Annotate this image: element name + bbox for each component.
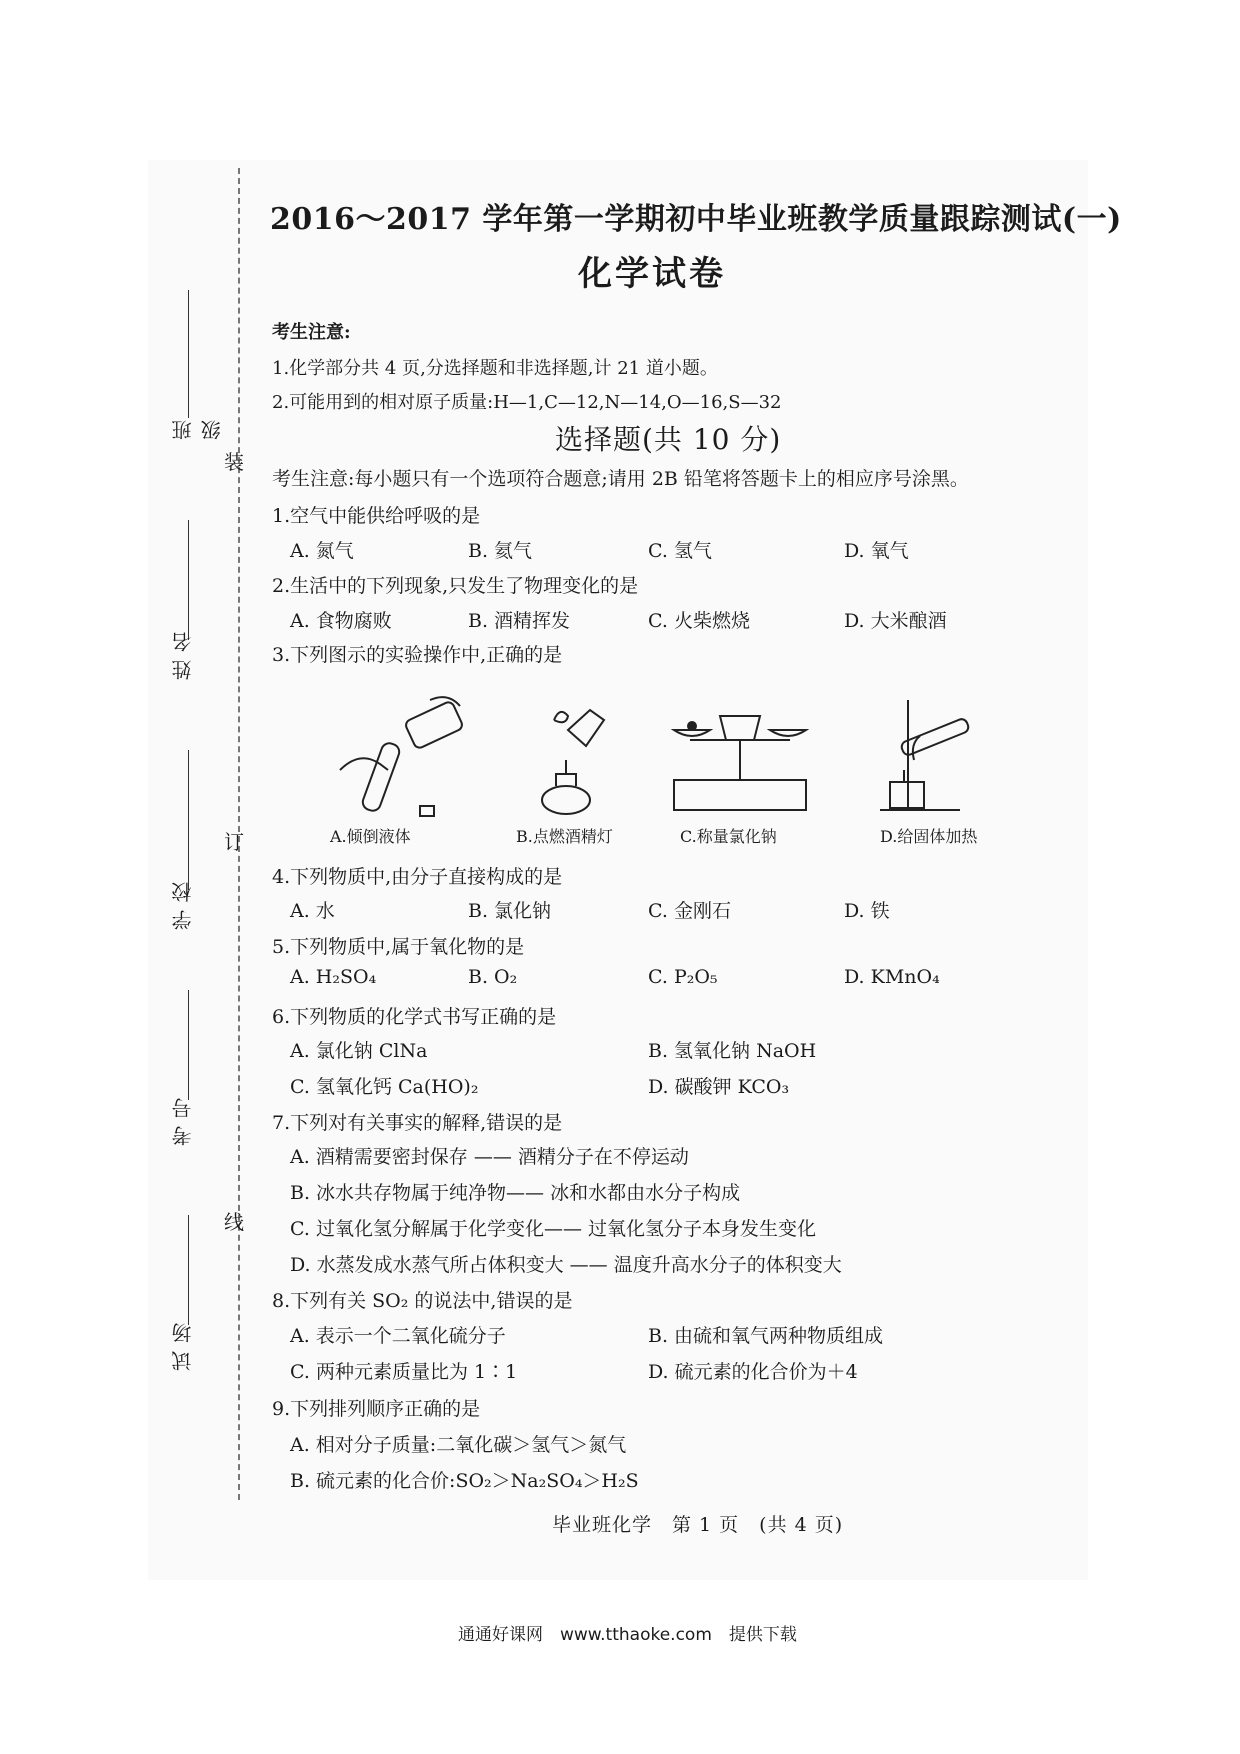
field-label-class: 班级 (171, 412, 224, 440)
field-line (188, 1215, 189, 1325)
option-a: A. 表示一个二氧化硫分子 (290, 1325, 506, 1347)
binding-char-ding: 订 (224, 830, 244, 854)
question-stem: 1.空气中能供给呼吸的是 (272, 505, 481, 527)
option-b: B. 硫元素的化合价:SO₂＞Na₂SO₄＞H₂S (290, 1470, 639, 1492)
option-b: B. 氦气 (468, 540, 533, 562)
figure-caption-b: B.点燃酒精灯 (516, 827, 613, 846)
question-stem: 9.下列排列顺序正确的是 (272, 1398, 481, 1420)
section-note: 考生注意:每小题只有一个选项符合题意;请用 2B 铅笔将答题卡上的相应序号涂黑。 (272, 468, 969, 490)
option-b: B. 冰水共存物属于纯净物—— 冰和水都由水分子构成 (290, 1182, 741, 1204)
option-b: B. 氢氧化钠 NaOH (648, 1040, 817, 1062)
question-stem: 3.下列图示的实验操作中,正确的是 (272, 644, 563, 666)
question-stem: 7.下列对有关事实的解释,错误的是 (272, 1112, 563, 1134)
option-a: A. 酒精需要密封保存 —— 酒精分子在不停运动 (290, 1146, 689, 1168)
notes-heading: 考生注意: (272, 322, 351, 343)
option-d: D. 大米酿酒 (844, 610, 947, 632)
side-field-class (160, 290, 224, 440)
binding-char-xian: 线 (224, 1210, 244, 1234)
field-line (188, 990, 189, 1100)
option-c: C. 两种元素质量比为 1∶1 (290, 1361, 518, 1383)
option-c: C. 过氧化氢分解属于化学变化—— 过氧化氢分子本身发生变化 (290, 1218, 816, 1240)
page-footer: 毕业班化学 第 1 页 (共 4 页) (552, 1514, 844, 1536)
download-notice: 通通好课网 www.tthaoke.com 提供下载 (458, 1625, 797, 1645)
option-b: B. 氯化钠 (468, 900, 552, 922)
option-d: D. 铁 (844, 900, 890, 922)
figure-caption-a: A.倾倒液体 (330, 827, 411, 846)
option-a: A. H₂SO₄ (290, 966, 377, 988)
field-label-name: 姓名 (171, 624, 195, 680)
weighing-balance-illustration (660, 690, 820, 820)
field-line (188, 750, 189, 890)
side-field-exam-number (160, 990, 195, 1160)
figure-caption-d: D.给固体加热 (880, 827, 978, 846)
figure-caption-c: C.称量氯化钠 (680, 827, 777, 846)
question-stem: 8.下列有关 SO₂ 的说法中,错误的是 (272, 1290, 573, 1312)
field-label-exam-room: 试场 (171, 1315, 195, 1371)
option-d: D. 水蒸发成水蒸气所占体积变大 —— 温度升高水分子的体积变大 (290, 1254, 842, 1276)
option-c: C. 氢氧化钙 Ca(HO)₂ (290, 1076, 479, 1098)
exam-title: 2016～2017 学年第一学期初中毕业班教学质量跟踪测试(一) (270, 202, 1122, 237)
option-b: B. 由硫和氧气两种物质组成 (648, 1325, 884, 1347)
option-c: C. P₂O₅ (648, 966, 718, 988)
field-label-exam-number: 考号 (171, 1090, 195, 1146)
option-b: B. O₂ (468, 966, 518, 988)
section-title: 选择题(共 10 分) (555, 423, 782, 456)
side-field-exam-room (160, 1215, 195, 1385)
option-a: A. 氯化钠 ClNa (290, 1040, 428, 1062)
heating-solid-illustration (860, 690, 980, 820)
field-label-school: 学校 (171, 874, 195, 930)
side-field-school (160, 750, 195, 930)
field-line (188, 520, 189, 640)
binding-char-zhuang: 装 (224, 450, 244, 474)
option-a: A. 食物腐败 (290, 610, 392, 632)
note-item: 1.化学部分共 4 页,分选择题和非选择题,计 21 道小题。 (272, 358, 718, 379)
option-d: D. 氧气 (844, 540, 909, 562)
note-item: 2.可能用到的相对原子质量:H—1,C—12,N—14,O—16,S—32 (272, 392, 782, 413)
question-stem: 2.生活中的下列现象,只发生了物理变化的是 (272, 575, 639, 597)
question-stem: 4.下列物质中,由分子直接构成的是 (272, 866, 563, 888)
option-a: A. 氮气 (290, 540, 354, 562)
option-c: C. 氢气 (648, 540, 712, 562)
option-a: A. 水 (290, 900, 335, 922)
exam-subtitle: 化学试卷 (578, 254, 726, 294)
option-c: C. 金刚石 (648, 900, 731, 922)
option-b: B. 酒精挥发 (468, 610, 571, 632)
option-d: D. 硫元素的化合价为＋4 (648, 1361, 858, 1383)
option-a: A. 相对分子质量:二氧化碳＞氢气＞氮气 (290, 1434, 627, 1456)
side-field-name (160, 520, 195, 680)
lighting-alcohol-lamp-illustration (520, 690, 630, 820)
question-stem: 5.下列物质中,属于氧化物的是 (272, 936, 525, 958)
option-c: C. 火柴燃烧 (648, 610, 750, 632)
option-d: D. 碳酸钾 KCO₃ (648, 1076, 790, 1098)
question-stem: 6.下列物质的化学式书写正确的是 (272, 1006, 557, 1028)
pouring-liquid-illustration (330, 690, 500, 820)
option-d: D. KMnO₄ (844, 966, 940, 988)
